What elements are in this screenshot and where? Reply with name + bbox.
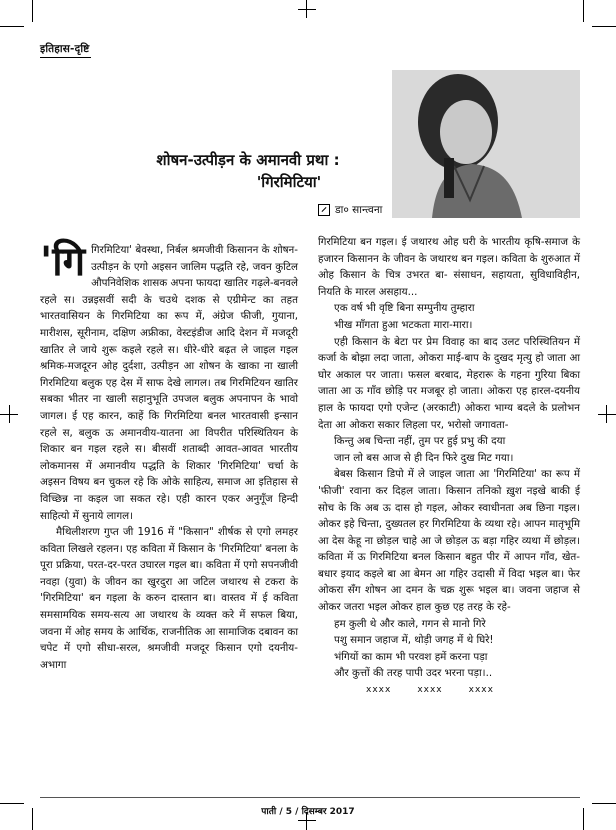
verse-line: और कुत्तों की तरह पापी उदर भरना पड़ा।.. <box>334 667 493 680</box>
crop-mark <box>9 405 10 423</box>
paragraph <box>40 239 298 524</box>
paragraph: एही किसान के बेटा पर प्रेम विवाह का बाद उलट परिस्थितियन में कर्जा के बोझा लदा जाता, ओकरा माई-बाप के दुखद मृत्यु हो जाता आ घोर अकाल पर जाता। फसल बरबाद, मेहरारू के गहना गुरिया बिका जाता आ ऊ गाँव छोड़ि पर मजबूर हो जाता। ओकरा एह हारल-दयनीय हाल के फायदा एगो एजेन्ट (अरकाटी) ओकरा भाग्य बदले के प्रलोभन देता आ ओकरा सकार लिहला पर, भरोसो जगावता- <box>318 335 580 431</box>
verse-line: किन्तु अब चिन्ता नहीं, तुम पर हुई प्रभु की दया <box>334 435 506 448</box>
verse-line: भंगियों का काम भी परवश हमें करना पड़ा <box>334 650 488 663</box>
drop-cap: 'गि <box>40 239 86 285</box>
crop-mark <box>298 820 316 821</box>
article-subtitle: 'गिरमिटिया' <box>256 173 322 191</box>
article-title: शोषन-उत्पीड़न के अमानवी प्रथा : <box>156 151 340 169</box>
page-footer: पाती / 5 / दिसम्बर 2017 <box>261 807 355 817</box>
end-marks <box>318 682 580 699</box>
footer-rule <box>40 797 580 798</box>
paragraph-text: गिरमिटिया' बेवस्था, निर्बल श्रमजीवी किसानन के शोषन-उत्पीड़न के एगो अइसन जालिम पद्धति रहे, जवन कुटिल औपनिवेशिक शासक अपना फायदा खातिर गढ़ले-बनवले रहले स। उन्नइसवीं सदी के चउथे दशक से एग्रीमेन्ट का तहत भारतवासियन के गिरमिटिया का रूप में, अंग्रेज फीजी, गुयाना, मारीशस, सूरीनाम, दक्षिण अफ्रीका, वेस्टइंडीज आदि देशन में मजदूरी खातिर ले जाये शुरू कइले रहले स। धीरे-धीरे बढ़त ले जाइल गइल श्रमिक-मजदूरन ओह दुर्दशा, उत्पीड़न आ शोषन के खाका ना खाली गिरमिटिया बलुक एह देस में साफ देखे लागल। तब गिरमिटियन खातिर सबका भीतर ना खाली सहानुभूति उपजल बलुक अपनापन के भावो जागल। ई एह कारन, काहें कि गिरमिटिया बनल भारतवासी इन्सान रहले स, बलुक ऊ अमानवीय-यातना आ विपरीत परिस्थितियन के शिकार बन गइल रहले स। बीसवीं शताब्दी आवत-आवत भारतीय लोकमानस में अमानवीय पद्धति के शिकार 'गिरमिटिया' चर्चा के अइसन विषय बन चुकल रहे कि ओके साहित्य, समाज आ इतिहास से विच्छिन्न ना कइल जा सकत रहे। एही कारन एकर अनुगूँज हिन्दी साहित्यो में सुनाये लागल। <box>40 244 298 522</box>
author-photo <box>392 70 580 218</box>
end-mark: xxxx <box>468 685 494 696</box>
crop-mark <box>598 414 616 415</box>
paragraph: बेबस किसान डिपो में ले जाइल जाता आ 'गिरमिटिया' का रूप में 'फीजी' रवाना कर दिहल जाता। किसान तनिको ख़ुश नइखे बाकी ई सोच के कि अब ऊ दास हो गइल, ओकर स्वाधीनता अब छिना गइल। ओकर इहे चिन्ता, दुख्यतल हर गिरमिटिया के व्यथा रहे। आपन मातृभूमि आ देस केहू ना छोड़ल चाहे आ जे छोड़ल ऊ बड़ा गहिर व्यथा में छोड़ल। कविता में ऊ गिरमिटिया बनल किसान बहुत पीर में आपन गाँव, खेत-बधार इयाद कइले बा आ बेमन आ गहिर उदासी में विदा भइल बा। फेर ओकरा सँग शोषन आ दमन के चक्र शुरू भइल बा। जवना जहाज से ओकर जतरा भइल ओकर हाल कुछ एह तरह के रहे- <box>318 468 580 614</box>
verse-line: एक वर्ष भी वृष्टि बिना सम्पुनीय तुम्हारा <box>334 302 475 315</box>
crop-mark <box>592 26 616 27</box>
verse-line: भीख माँगता हुआ भटकता मारा-मारा। <box>334 318 473 331</box>
verse-line: हम कुली थे और काले, गगन से मानो गिरे <box>334 617 486 630</box>
end-mark: xxxx <box>417 685 443 696</box>
verse-line: पशु समान जहाज में, थोड़ी जगह में थे घिरे! <box>334 634 494 647</box>
paragraph: मैथिलीशरण गुप्त जी 1916 में "किसान" शीर्षक से एगो लमहर कविता लिखले रहलन। एह कविता में किसान के 'गिरमिटिया' बनला के पूरा प्रक्रिया, परत-दर-परत उघारल गइल बा। कविता में एगो सपनजीवी नवहा (युवा) के जीवन का खुरदुरा आ जटिल जथारथ से टकरा के 'गिरमिटिया' बन गइला के करुन दास्तान बा। वास्तव में ई कविता समसामयिक समय-सत्य आ जथारथ के व्यक्त करे में सफल बिया, जवना में ओह समय के आर्थिक, राजनीतिक आ सामाजिक दबावन का चपेट में एगो सीधा-सरल, श्रमजीवी मजदूर किसान एगो दयनीय-अभागा <box>40 526 298 671</box>
crop-mark <box>298 9 316 10</box>
crop-mark <box>32 0 33 22</box>
left-column <box>40 239 298 673</box>
author-name: डा० सान्त्वना <box>335 204 383 216</box>
crop-mark <box>0 26 24 27</box>
author-byline <box>318 203 382 217</box>
pen-icon <box>318 204 330 216</box>
section-label: इतिहास-दृष्टि <box>40 43 90 55</box>
right-column <box>318 234 580 699</box>
paragraph: गिरमिटिया बन गइल। ई जथारथ ओह घरी के भारतीय कृषि-समाज के हजारन किसानन के जीवन के जथारथ बन गइल। कविता के शुरुआत में ओह किसान के चित्र उभरत बा- संसाधन, सहायता, सुविधाविहीन, नियति के मारल असहाय... <box>318 236 580 298</box>
end-mark: xxxx <box>366 685 392 696</box>
verse-line: जान लो बस आज से ही दिन फिरे दुख मिट गया। <box>334 451 514 464</box>
crop-mark <box>583 0 584 22</box>
crop-mark <box>606 405 607 423</box>
